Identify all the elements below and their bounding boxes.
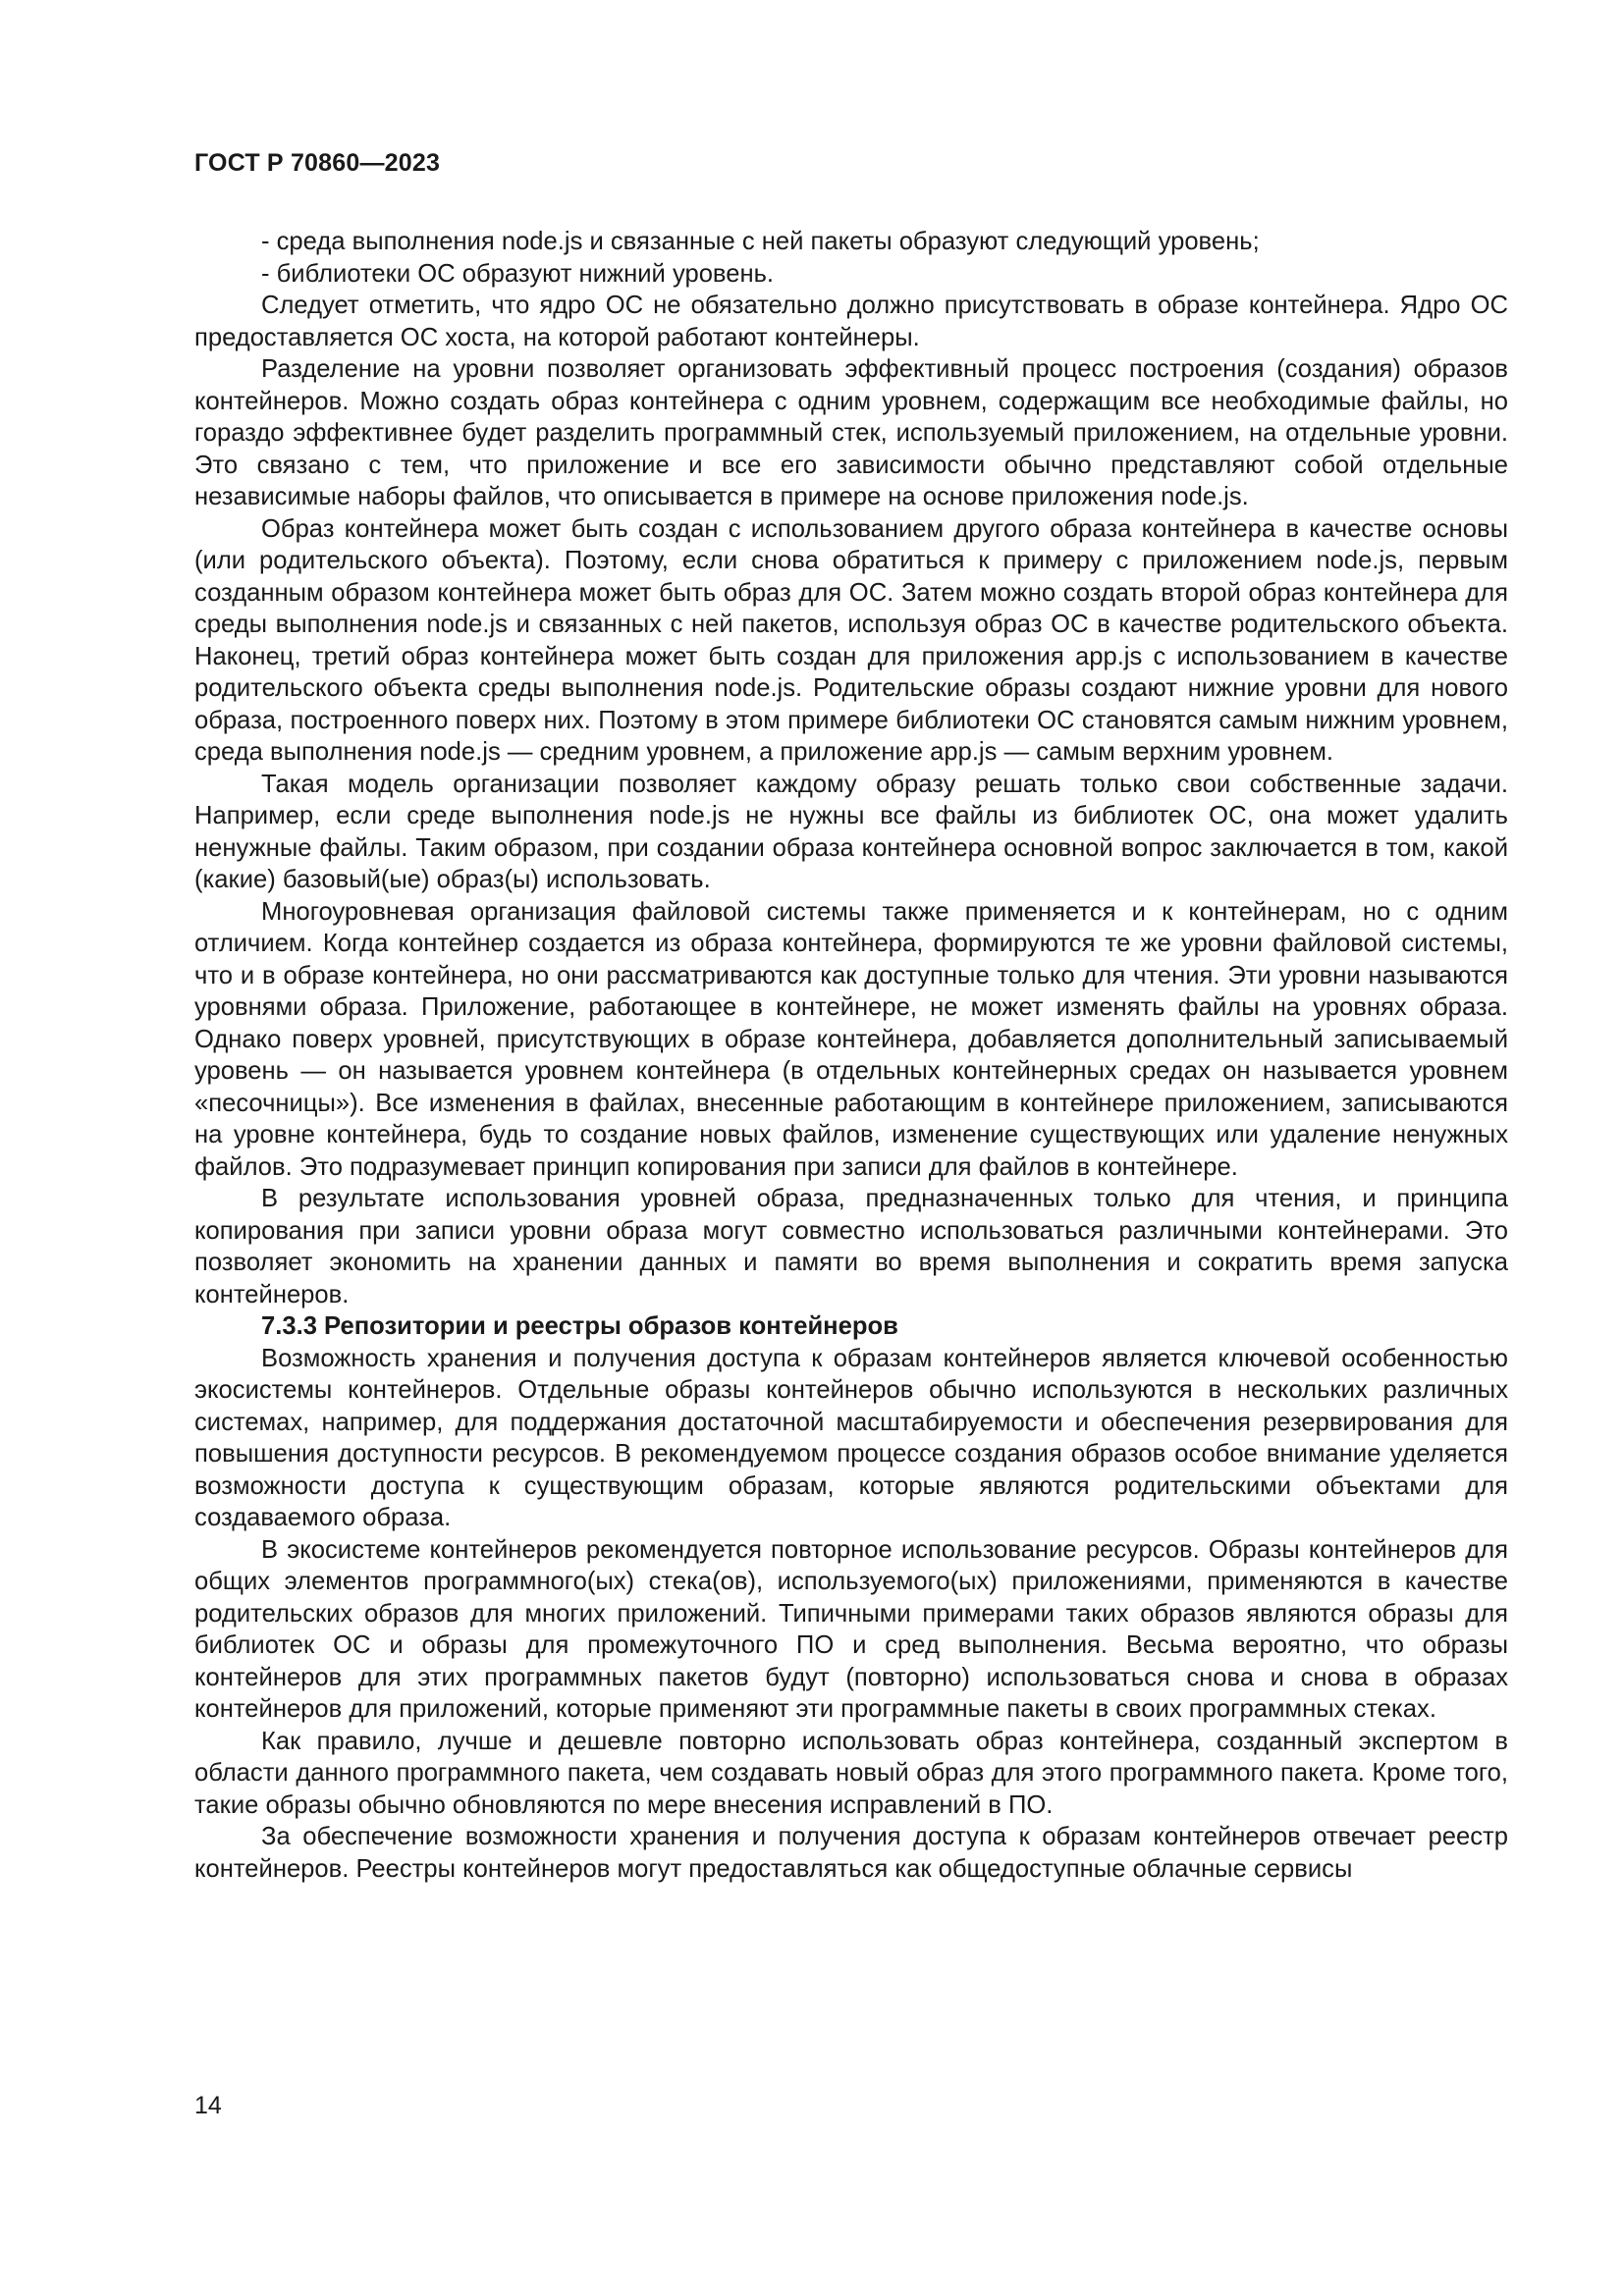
list-item: - среда выполнения node.js и связанные с ней пакеты образуют следующий уровень; (261, 228, 1260, 255)
paragraph: Такая модель организации позволяет каждому образу решать только свои собственные задачи. Например, если среде выполнения node.js не нужны все файлы из библиотек ОС, она может удалить ненужные файлы. Таким образом, при создании образа контейнера основной вопрос заключается в том, какой (какие) базовый(ые) образ(ы) использовать. (194, 770, 1508, 893)
paragraph: В результате использования уровней образа, предназначенных только для чтения, и принципа копирования при записи уровни образа могут совместно использоваться различными контейнерами. Это позволяет экономить на хранении данных и памяти во время выполнения и сократить время запуска контейнеров. (194, 1185, 1508, 1308)
paragraph: Образ контейнера может быть создан с использованием другого образа контейнера в качестве основы (или родительского объекта). Поэтому, если снова обратиться к примеру с приложением node.js, первым созданным образом контейнера может быть образ для ОС. Затем можно создать второй образ контейнера для среды выполнения node.js и связанных с ней пакетов, используя образ ОС в качестве родительского объекта. Наконец, третий образ контейнера может быть создан для приложения app.js с использованием в качестве родительского объекта среды выполнения node.js. Родительские образы создают нижние уровни для нового образа, построенного поверх них. Поэтому в этом примере библиотеки ОС становятся самым нижним уровнем, среда выполнения node.js — средним уровнем, а приложение app.js — самым верхним уровнем. (194, 514, 1508, 766)
paragraph: В экосистеме контейнеров рекомендуется повторное использование ресурсов. Образы контейнеров для общих элементов программного(ых) стека(ов), используемого(ых) приложениями, применяются в качестве родительских образов для многих приложений. Типичными примерами таких образов являются образы для библиотек ОС и образы для промежуточного ПО и сред выполнения. Весьма вероятно, что образы контейнеров для этих программных пакетов будут (повторно) использоваться снова и снова в образах контейнеров для приложений, которые применяют эти программные пакеты в своих программных стеках. (194, 1535, 1508, 1723)
document-body (194, 226, 1508, 1885)
paragraph: Разделение на уровни позволяет организовать эффективный процесс построения (создания) образов контейнеров. Можно создать образ контейнера с одним уровнем, содержащим все необходимые файлы, но гораздо эффективнее будет разделить программный стек, используемый приложением, на отдельные уровни. Это связано с тем, что приложение и все его зависимости обычно представляют собой отдельные независимые наборы файлов, что описывается в примере на основе приложения node.js. (194, 355, 1508, 510)
paragraph: Следует отметить, что ядро ОС не обязательно должно присутствовать в образе контейнера. Ядро ОС предоставляется ОС хоста, на которой работают контейнеры. (194, 292, 1508, 351)
list-item: - библиотеки ОС образуют нижний уровень. (261, 259, 775, 288)
page-number: 14 (194, 2092, 222, 2119)
paragraph: Возможность хранения и получения доступа к образам контейнеров является ключевой особенностью экосистемы контейнеров. Отдельные образы контейнеров обычно используются в нескольких различных системах, например, для поддержания достаточной масштабируемости и обеспечения резервирования для повышения доступности ресурсов. В рекомендуемом процессе создания образов особое внимание уделяется возможности доступа к существующим образам, которые являются родительскими объектами для создаваемого образа. (194, 1344, 1508, 1531)
paragraph: Многоуровневая организация файловой системы также применяется и к контейнерам, но с одним отличием. Когда контейнер создается из образа контейнера, формируются те же уровни файловой системы, что и в образе контейнера, но они рассматриваются как доступные только для чтения. Эти уровни называются уровнями образа. Приложение, работающее в контейнере, не может изменять файлы на уровнях образа. Однако поверх уровней, присутствующих в образе контейнера, добавляется дополнительный записываемый уровень — он называется уровнем контейнера (в отдельных контейнерных средах он называется уровнем «песочницы»). Все изменения в файлах, внесенные работающим в контейнере приложением, записываются на уровне контейнера, будь то создание новых файлов, изменение существующих или удаление ненужных файлов. Это подразумевает принцип копирования при записи для файлов в контейнере. (194, 897, 1508, 1181)
paragraph: Как правило, лучше и дешевле повторно использовать образ контейнера, созданный экспертом в области данного программного пакета, чем создавать новый образ для этого программного пакета. Кроме того, такие образы обычно обновляются по мере внесения исправлений в ПО. (194, 1727, 1508, 1819)
paragraph: За обеспечение возможности хранения и получения доступа к образам контейнеров отвечает реестр контейнеров. Реестры контейнеров могут предоставляться как общедоступные облачные сервисы (194, 1823, 1508, 1883)
document-code-header: ГОСТ Р 70860—2023 (194, 149, 441, 177)
section-heading: 7.3.3 Репозитории и реестры образов контейнеров (261, 1312, 898, 1340)
